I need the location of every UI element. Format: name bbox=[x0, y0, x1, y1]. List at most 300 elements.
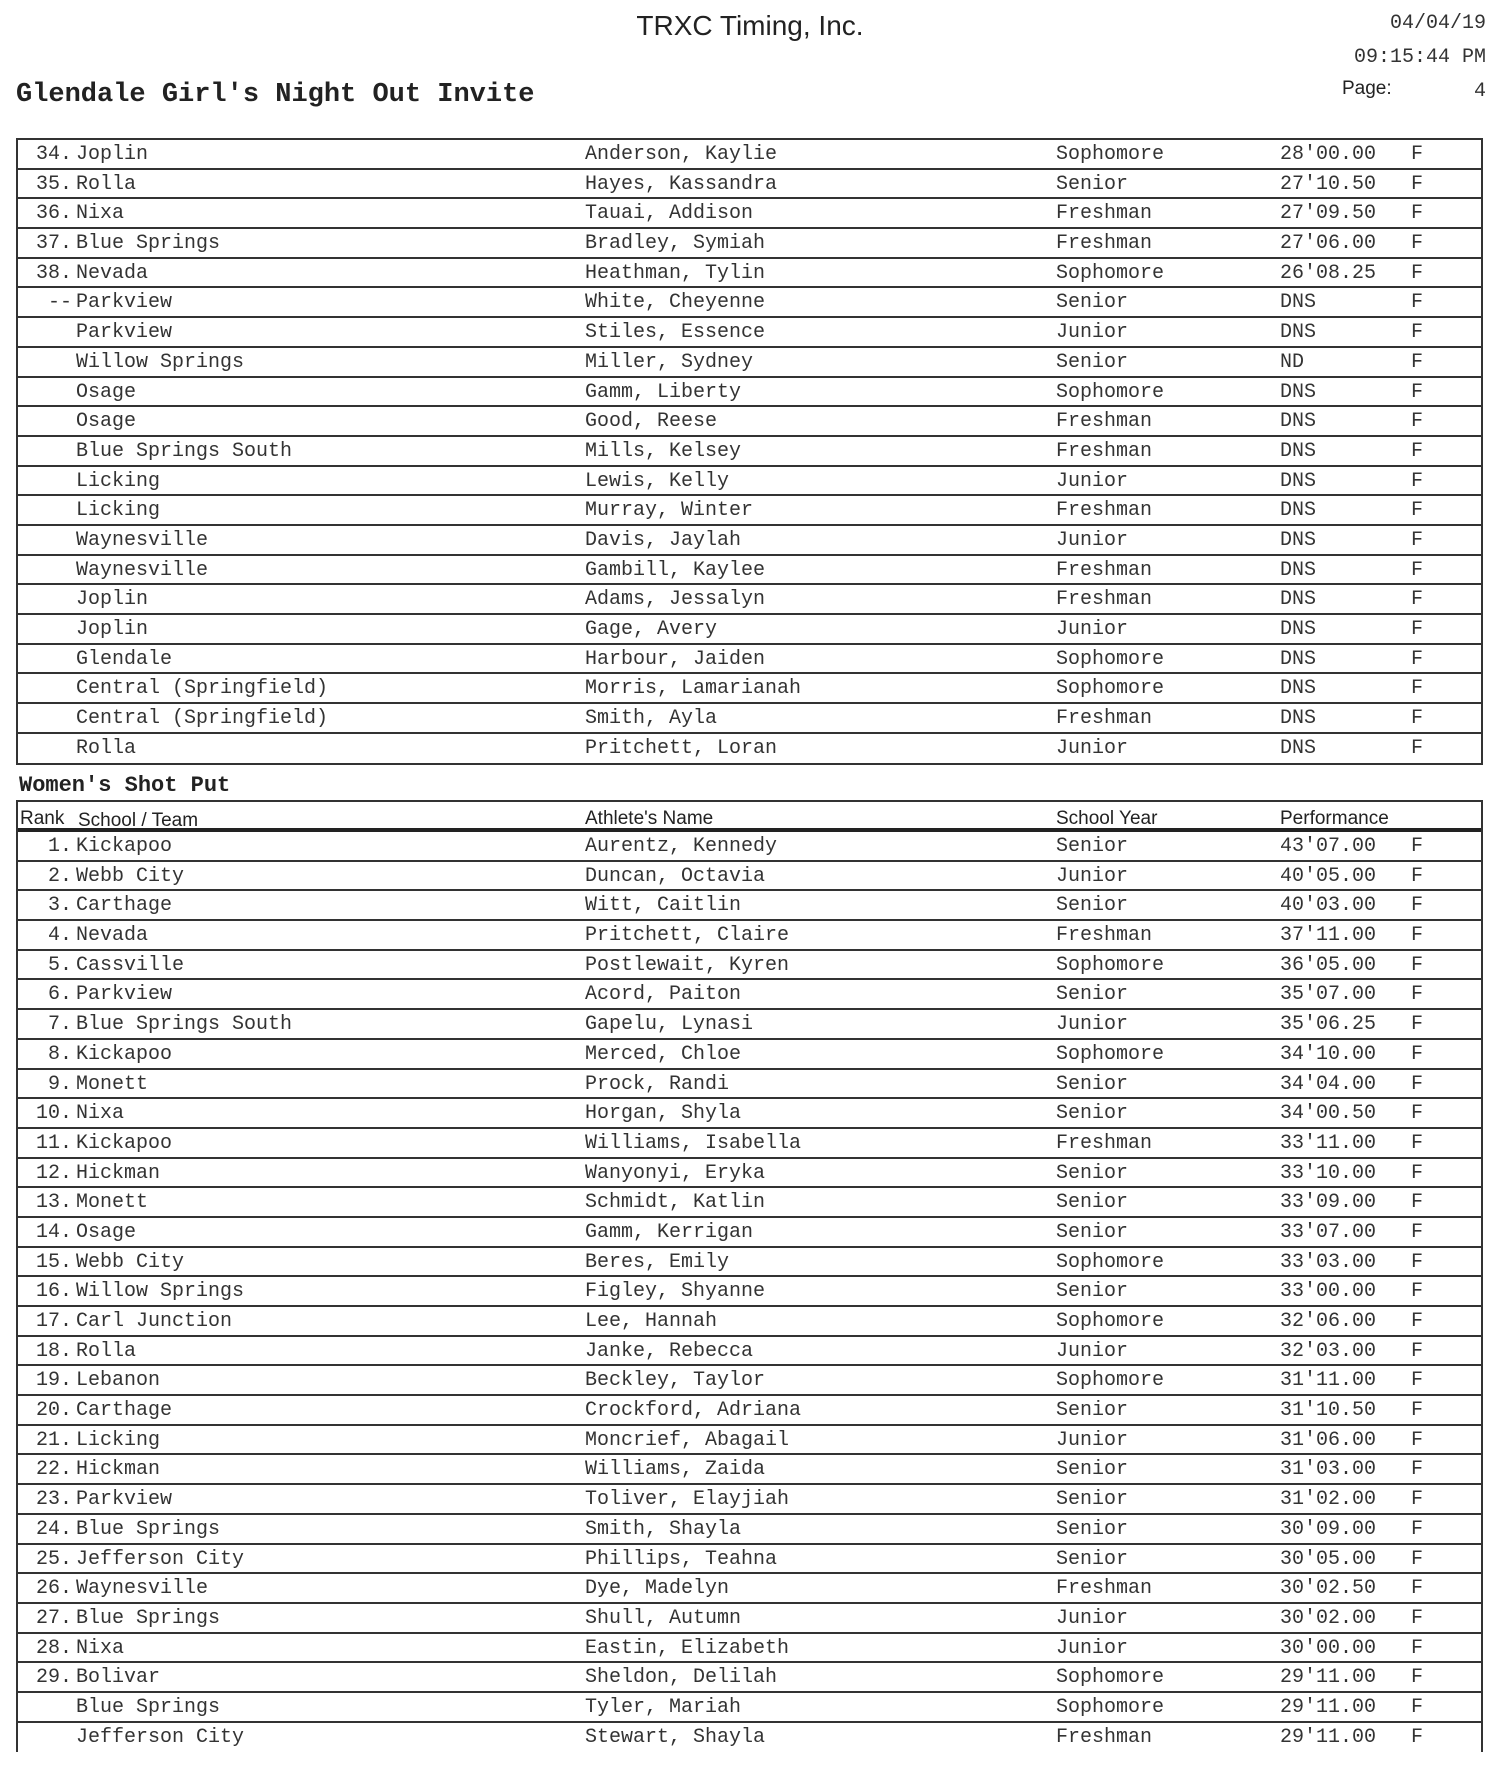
team-cell: Webb City bbox=[76, 864, 185, 888]
year-cell: Sophomore bbox=[1056, 1250, 1165, 1274]
performance-cell: 30'02.50 bbox=[1280, 1577, 1377, 1601]
team-cell: Licking bbox=[76, 1428, 161, 1452]
year-cell: Senior bbox=[1056, 1399, 1129, 1423]
rank-cell: 37. bbox=[35, 232, 72, 256]
athlete-cell: Good, Reese bbox=[585, 410, 718, 434]
result-row bbox=[18, 980, 1481, 1010]
performance-cell: 29'11.00 bbox=[1280, 1725, 1377, 1749]
rank-cell: 2. bbox=[47, 864, 72, 888]
athlete-cell: Williams, Zaida bbox=[585, 1458, 766, 1482]
flag-cell: F bbox=[1411, 1042, 1424, 1066]
result-row bbox=[18, 1099, 1481, 1129]
year-cell: Junior bbox=[1056, 1013, 1129, 1037]
rank-cell: 27. bbox=[35, 1606, 72, 1630]
performance-cell: DNS bbox=[1280, 588, 1317, 612]
flag-cell: F bbox=[1411, 261, 1424, 285]
athlete-cell: Eastin, Elizabeth bbox=[585, 1636, 790, 1660]
year-cell: Junior bbox=[1056, 1428, 1129, 1452]
team-cell: Willow Springs bbox=[76, 350, 245, 374]
rank-cell: 36. bbox=[35, 202, 72, 226]
flag-cell: F bbox=[1411, 835, 1424, 858]
result-row bbox=[18, 1010, 1481, 1040]
flag-cell: F bbox=[1411, 1606, 1424, 1630]
result-row bbox=[18, 1188, 1481, 1218]
team-cell: Joplin bbox=[76, 143, 149, 166]
rank-cell: 23. bbox=[35, 1488, 72, 1512]
performance-cell: 32'06.00 bbox=[1280, 1310, 1377, 1333]
athlete-cell: Moncrief, Abagail bbox=[585, 1428, 790, 1452]
athlete-cell: Tyler, Mariah bbox=[585, 1695, 742, 1719]
rank-cell: 34. bbox=[35, 143, 72, 166]
rank-cell: 18. bbox=[35, 1339, 72, 1363]
flag-cell: F bbox=[1411, 1369, 1424, 1393]
athlete-cell: Aurentz, Kennedy bbox=[585, 835, 778, 858]
company-name: TRXC Timing, Inc. bbox=[636, 10, 864, 41]
header-rank: Rank bbox=[20, 808, 65, 829]
performance-cell: 35'07.00 bbox=[1280, 983, 1377, 1007]
flag-cell: F bbox=[1411, 1220, 1424, 1244]
year-cell: Freshman bbox=[1056, 499, 1153, 523]
result-row bbox=[18, 229, 1481, 259]
flag-cell: F bbox=[1411, 864, 1424, 888]
team-cell: Blue Springs bbox=[76, 1695, 221, 1719]
result-row bbox=[18, 1218, 1481, 1248]
result-row bbox=[18, 1129, 1481, 1159]
result-row bbox=[18, 437, 1481, 467]
athlete-cell: Shull, Autumn bbox=[585, 1606, 742, 1630]
flag-cell: F bbox=[1411, 143, 1424, 166]
flag-cell: F bbox=[1411, 1458, 1424, 1482]
athlete-cell: Wanyonyi, Eryka bbox=[585, 1161, 766, 1185]
performance-cell: DNS bbox=[1280, 647, 1317, 671]
flag-cell: F bbox=[1411, 350, 1424, 374]
flag-cell: F bbox=[1411, 1102, 1424, 1126]
shot-put-results-table bbox=[16, 800, 1483, 1752]
flag-cell: F bbox=[1411, 736, 1424, 760]
team-cell: Central (Springfield) bbox=[76, 677, 329, 701]
team-cell: Cassville bbox=[76, 953, 185, 977]
rank-cell: 21. bbox=[35, 1428, 72, 1452]
athlete-cell: Postlewait, Kyren bbox=[585, 953, 790, 977]
flag-cell: F bbox=[1411, 1013, 1424, 1037]
performance-cell: DNS bbox=[1280, 736, 1317, 760]
team-cell: Bolivar bbox=[76, 1666, 161, 1690]
team-cell: Monett bbox=[76, 1191, 149, 1215]
athlete-cell: Gapelu, Lynasi bbox=[585, 1013, 754, 1037]
result-row bbox=[18, 921, 1481, 951]
performance-cell: ND bbox=[1280, 350, 1305, 374]
year-cell: Sophomore bbox=[1056, 647, 1165, 671]
team-cell: Nixa bbox=[76, 1636, 125, 1660]
athlete-cell: Mills, Kelsey bbox=[585, 439, 742, 463]
result-row bbox=[18, 556, 1481, 586]
result-row bbox=[18, 526, 1481, 556]
result-row bbox=[18, 1337, 1481, 1367]
year-cell: Freshman bbox=[1056, 439, 1153, 463]
year-cell: Freshman bbox=[1056, 588, 1153, 612]
result-row bbox=[18, 199, 1481, 229]
athlete-cell: Beckley, Taylor bbox=[585, 1369, 766, 1393]
header-team: School / Team bbox=[78, 810, 199, 831]
team-cell: Willow Springs bbox=[76, 1280, 245, 1304]
athlete-cell: Gambill, Kaylee bbox=[585, 558, 766, 582]
team-cell: Parkview bbox=[76, 321, 173, 345]
year-cell: Freshman bbox=[1056, 924, 1153, 948]
team-cell: Licking bbox=[76, 469, 161, 493]
result-row bbox=[18, 1723, 1481, 1753]
team-cell: Kickapoo bbox=[76, 1131, 173, 1155]
year-cell: Senior bbox=[1056, 1191, 1129, 1215]
athlete-cell: Heathman, Tylin bbox=[585, 261, 766, 285]
team-cell: Blue Springs bbox=[76, 1606, 221, 1630]
team-cell: Waynesville bbox=[76, 1577, 209, 1601]
year-cell: Senior bbox=[1056, 350, 1129, 374]
athlete-cell: Murray, Winter bbox=[585, 499, 754, 523]
team-cell: Osage bbox=[76, 410, 137, 434]
team-cell: Carthage bbox=[76, 1399, 173, 1423]
flag-cell: F bbox=[1411, 588, 1424, 612]
year-cell: Freshman bbox=[1056, 202, 1153, 226]
rank-cell: 10. bbox=[35, 1102, 72, 1126]
result-row bbox=[18, 615, 1481, 645]
performance-cell: 27'09.50 bbox=[1280, 202, 1377, 226]
team-cell: Waynesville bbox=[76, 558, 209, 582]
flag-cell: F bbox=[1411, 558, 1424, 582]
athlete-cell: Duncan, Octavia bbox=[585, 864, 766, 888]
flag-cell: F bbox=[1411, 1339, 1424, 1363]
team-cell: Central (Springfield) bbox=[76, 707, 329, 731]
flag-cell: F bbox=[1411, 202, 1424, 226]
performance-cell: 27'10.50 bbox=[1280, 172, 1377, 196]
result-row bbox=[18, 1040, 1481, 1070]
result-row bbox=[18, 951, 1481, 981]
result-row bbox=[18, 1515, 1481, 1545]
performance-cell: 33'03.00 bbox=[1280, 1250, 1377, 1274]
team-cell: Joplin bbox=[76, 618, 149, 641]
athlete-cell: White, Cheyenne bbox=[585, 291, 766, 315]
flag-cell: F bbox=[1411, 172, 1424, 196]
athlete-cell: Hayes, Kassandra bbox=[585, 172, 778, 196]
rank-cell: 9. bbox=[47, 1072, 72, 1096]
year-cell: Junior bbox=[1056, 321, 1129, 345]
athlete-cell: Phillips, Teahna bbox=[585, 1547, 778, 1571]
year-cell: Sophomore bbox=[1056, 1042, 1165, 1066]
athlete-cell: Bradley, Symiah bbox=[585, 232, 766, 256]
performance-cell: 43'07.00 bbox=[1280, 835, 1377, 858]
athlete-cell: Gamm, Liberty bbox=[585, 380, 742, 404]
result-row bbox=[18, 288, 1481, 318]
flag-cell: F bbox=[1411, 291, 1424, 315]
rank-cell: 16. bbox=[35, 1280, 72, 1304]
team-cell: Parkview bbox=[76, 983, 173, 1007]
team-cell: Carthage bbox=[76, 894, 173, 918]
team-cell: Jefferson City bbox=[76, 1725, 245, 1749]
performance-cell: 28'00.00 bbox=[1280, 143, 1377, 166]
team-cell: Blue Springs bbox=[76, 1517, 221, 1541]
result-row bbox=[18, 585, 1481, 615]
result-row bbox=[18, 140, 1481, 170]
year-cell: Senior bbox=[1056, 1458, 1129, 1482]
flag-cell: F bbox=[1411, 380, 1424, 404]
performance-cell: DNS bbox=[1280, 469, 1317, 493]
athlete-cell: Lewis, Kelly bbox=[585, 469, 730, 493]
performance-cell: 30'09.00 bbox=[1280, 1517, 1377, 1541]
team-cell: Nevada bbox=[76, 261, 149, 285]
performance-cell: 34'10.00 bbox=[1280, 1042, 1377, 1066]
result-row bbox=[18, 862, 1481, 892]
header-performance: Performance bbox=[1280, 808, 1389, 829]
year-cell: Senior bbox=[1056, 291, 1129, 315]
team-cell: Kickapoo bbox=[76, 835, 173, 858]
flag-cell: F bbox=[1411, 232, 1424, 256]
result-row bbox=[18, 259, 1481, 289]
flag-cell: F bbox=[1411, 983, 1424, 1007]
team-cell: Lebanon bbox=[76, 1369, 161, 1393]
team-cell: Rolla bbox=[76, 1339, 137, 1363]
flag-cell: F bbox=[1411, 1250, 1424, 1274]
year-cell: Freshman bbox=[1056, 1577, 1153, 1601]
column-header-row bbox=[18, 802, 1481, 832]
team-cell: Blue Springs bbox=[76, 232, 221, 256]
year-cell: Senior bbox=[1056, 1220, 1129, 1244]
performance-cell: DNS bbox=[1280, 677, 1317, 701]
year-cell: Sophomore bbox=[1056, 1369, 1165, 1393]
flag-cell: F bbox=[1411, 1725, 1424, 1749]
performance-cell: 31'03.00 bbox=[1280, 1458, 1377, 1482]
athlete-cell: Morris, Lamarianah bbox=[585, 677, 802, 701]
year-cell: Junior bbox=[1056, 469, 1129, 493]
result-row bbox=[18, 704, 1481, 734]
team-cell: Osage bbox=[76, 1220, 137, 1244]
performance-cell: 31'11.00 bbox=[1280, 1369, 1377, 1393]
year-cell: Junior bbox=[1056, 1339, 1129, 1363]
team-cell: Waynesville bbox=[76, 528, 209, 552]
flag-cell: F bbox=[1411, 1399, 1424, 1423]
result-row bbox=[18, 891, 1481, 921]
performance-cell: 30'02.00 bbox=[1280, 1606, 1377, 1630]
flag-cell: F bbox=[1411, 1695, 1424, 1719]
team-cell: Hickman bbox=[76, 1161, 161, 1185]
flag-cell: F bbox=[1411, 1577, 1424, 1601]
year-cell: Sophomore bbox=[1056, 380, 1165, 404]
page-number: 4 bbox=[1473, 80, 1486, 103]
athlete-cell: Miller, Sydney bbox=[585, 350, 754, 374]
performance-cell: DNS bbox=[1280, 321, 1317, 345]
header-year: School Year bbox=[1056, 808, 1158, 829]
team-cell: Glendale bbox=[76, 647, 173, 671]
team-cell: Parkview bbox=[76, 1488, 173, 1512]
athlete-cell: Smith, Shayla bbox=[585, 1517, 742, 1541]
performance-cell: 33'00.00 bbox=[1280, 1280, 1377, 1304]
athlete-cell: Schmidt, Katlin bbox=[585, 1191, 766, 1215]
year-cell: Sophomore bbox=[1056, 1310, 1165, 1333]
athlete-cell: Tauai, Addison bbox=[585, 202, 754, 226]
rank-cell: 25. bbox=[35, 1547, 72, 1571]
performance-cell: 27'06.00 bbox=[1280, 232, 1377, 256]
athlete-cell: Adams, Jessalyn bbox=[585, 588, 766, 612]
team-cell: Joplin bbox=[76, 588, 149, 612]
result-row bbox=[18, 734, 1481, 764]
year-cell: Senior bbox=[1056, 835, 1129, 858]
result-row bbox=[18, 1545, 1481, 1575]
performance-cell: DNS bbox=[1280, 528, 1317, 552]
flag-cell: F bbox=[1411, 469, 1424, 493]
year-cell: Senior bbox=[1056, 1161, 1129, 1185]
performance-cell: 29'11.00 bbox=[1280, 1695, 1377, 1719]
performance-cell: 31'02.00 bbox=[1280, 1488, 1377, 1512]
result-row bbox=[18, 1574, 1481, 1604]
performance-cell: 26'08.25 bbox=[1280, 261, 1377, 285]
page-label: Page: bbox=[1342, 78, 1392, 99]
rank-cell: 12. bbox=[35, 1161, 72, 1185]
performance-cell: DNS bbox=[1280, 618, 1317, 641]
athlete-cell: Stewart, Shayla bbox=[585, 1725, 766, 1749]
result-row bbox=[18, 1426, 1481, 1456]
year-cell: Senior bbox=[1056, 1072, 1129, 1096]
flag-cell: F bbox=[1411, 1072, 1424, 1096]
athlete-cell: Toliver, Elayjiah bbox=[585, 1488, 790, 1512]
result-row bbox=[18, 407, 1481, 437]
flag-cell: F bbox=[1411, 410, 1424, 434]
performance-cell: 31'06.00 bbox=[1280, 1428, 1377, 1452]
athlete-cell: Prock, Randi bbox=[585, 1072, 730, 1096]
result-row bbox=[18, 1693, 1481, 1723]
year-cell: Sophomore bbox=[1056, 677, 1165, 701]
rank-cell: 26. bbox=[35, 1577, 72, 1601]
athlete-cell: Pritchett, Claire bbox=[585, 924, 790, 948]
athlete-cell: Sheldon, Delilah bbox=[585, 1666, 778, 1690]
team-cell: Hickman bbox=[76, 1458, 161, 1482]
year-cell: Freshman bbox=[1056, 707, 1153, 731]
performance-cell: 34'00.50 bbox=[1280, 1102, 1377, 1126]
rank-cell: 29. bbox=[35, 1666, 72, 1690]
report-time: 09:15:44 PM bbox=[1353, 46, 1486, 69]
flag-cell: F bbox=[1411, 707, 1424, 731]
team-cell: Rolla bbox=[76, 172, 137, 196]
performance-cell: 34'04.00 bbox=[1280, 1072, 1377, 1096]
team-cell: Parkview bbox=[76, 291, 173, 315]
result-row bbox=[18, 170, 1481, 200]
performance-cell: 33'11.00 bbox=[1280, 1131, 1377, 1155]
flag-cell: F bbox=[1411, 677, 1424, 701]
report-date: 04/04/19 bbox=[1389, 12, 1486, 35]
rank-cell: -- bbox=[47, 291, 72, 315]
year-cell: Senior bbox=[1056, 894, 1129, 918]
header-athlete: Athlete's Name bbox=[585, 808, 714, 829]
flag-cell: F bbox=[1411, 1517, 1424, 1541]
rank-cell: 22. bbox=[35, 1458, 72, 1482]
year-cell: Senior bbox=[1056, 1517, 1129, 1541]
performance-cell: 32'03.00 bbox=[1280, 1339, 1377, 1363]
result-row bbox=[18, 1307, 1481, 1337]
year-cell: Sophomore bbox=[1056, 1666, 1165, 1690]
year-cell: Freshman bbox=[1056, 410, 1153, 434]
performance-cell: 40'03.00 bbox=[1280, 894, 1377, 918]
performance-cell: 29'11.00 bbox=[1280, 1666, 1377, 1690]
performance-cell: 37'11.00 bbox=[1280, 924, 1377, 948]
year-cell: Senior bbox=[1056, 1488, 1129, 1512]
team-cell: Nixa bbox=[76, 1102, 125, 1126]
athlete-cell: Janke, Rebecca bbox=[585, 1339, 754, 1363]
meet-title: Glendale Girl's Night Out Invite bbox=[16, 80, 535, 110]
rank-cell: 17. bbox=[35, 1310, 72, 1333]
result-row bbox=[18, 1070, 1481, 1100]
performance-cell: DNS bbox=[1280, 707, 1317, 731]
team-cell: Monett bbox=[76, 1072, 149, 1096]
athlete-cell: Merced, Chloe bbox=[585, 1042, 742, 1066]
flag-cell: F bbox=[1411, 1547, 1424, 1571]
year-cell: Senior bbox=[1056, 983, 1129, 1007]
team-cell: Blue Springs South bbox=[76, 439, 293, 463]
rank-cell: 3. bbox=[47, 894, 72, 918]
result-row bbox=[18, 832, 1481, 862]
result-row bbox=[18, 348, 1481, 378]
performance-cell: 33'09.00 bbox=[1280, 1191, 1377, 1215]
athlete-cell: Acord, Paiton bbox=[585, 983, 742, 1007]
performance-cell: 30'00.00 bbox=[1280, 1636, 1377, 1660]
result-row bbox=[18, 1485, 1481, 1515]
athlete-cell: Stiles, Essence bbox=[585, 321, 766, 345]
result-row bbox=[18, 1455, 1481, 1485]
year-cell: Junior bbox=[1056, 1606, 1129, 1630]
event-title: Women's Shot Put bbox=[19, 773, 231, 798]
athlete-cell: Smith, Ayla bbox=[585, 707, 718, 731]
year-cell: Junior bbox=[1056, 736, 1129, 760]
result-row bbox=[18, 1396, 1481, 1426]
year-cell: Freshman bbox=[1056, 232, 1153, 256]
result-row bbox=[18, 645, 1481, 675]
flag-cell: F bbox=[1411, 499, 1424, 523]
rank-cell: 13. bbox=[35, 1191, 72, 1215]
athlete-cell: Witt, Caitlin bbox=[585, 894, 742, 918]
team-cell: Rolla bbox=[76, 736, 137, 760]
year-cell: Senior bbox=[1056, 172, 1129, 196]
year-cell: Junior bbox=[1056, 864, 1129, 888]
rank-cell: 38. bbox=[35, 261, 72, 285]
athlete-cell: Figley, Shyanne bbox=[585, 1280, 766, 1304]
rank-cell: 7. bbox=[47, 1013, 72, 1037]
rank-cell: 24. bbox=[35, 1517, 72, 1541]
rank-cell: 5. bbox=[47, 953, 72, 977]
team-cell: Blue Springs South bbox=[76, 1013, 293, 1037]
flag-cell: F bbox=[1411, 1488, 1424, 1512]
rank-cell: 20. bbox=[35, 1399, 72, 1423]
athlete-cell: Crockford, Adriana bbox=[585, 1399, 802, 1423]
team-cell: Kickapoo bbox=[76, 1042, 173, 1066]
team-cell: Jefferson City bbox=[76, 1547, 245, 1571]
flag-cell: F bbox=[1411, 647, 1424, 671]
team-cell: Osage bbox=[76, 380, 137, 404]
rank-cell: 35. bbox=[35, 172, 72, 196]
team-cell: Webb City bbox=[76, 1250, 185, 1274]
performance-cell: DNS bbox=[1280, 291, 1317, 315]
result-row bbox=[18, 467, 1481, 497]
performance-cell: 36'05.00 bbox=[1280, 953, 1377, 977]
athlete-cell: Gamm, Kerrigan bbox=[585, 1220, 754, 1244]
flag-cell: F bbox=[1411, 1131, 1424, 1155]
performance-cell: DNS bbox=[1280, 410, 1317, 434]
flag-cell: F bbox=[1411, 1666, 1424, 1690]
flag-cell: F bbox=[1411, 528, 1424, 552]
result-row bbox=[18, 378, 1481, 408]
flag-cell: F bbox=[1411, 1636, 1424, 1660]
athlete-cell: Horgan, Shyla bbox=[585, 1102, 742, 1126]
year-cell: Senior bbox=[1056, 1547, 1129, 1571]
team-cell: Nixa bbox=[76, 202, 125, 226]
year-cell: Freshman bbox=[1056, 1131, 1153, 1155]
team-cell: Licking bbox=[76, 499, 161, 523]
year-cell: Senior bbox=[1056, 1280, 1129, 1304]
